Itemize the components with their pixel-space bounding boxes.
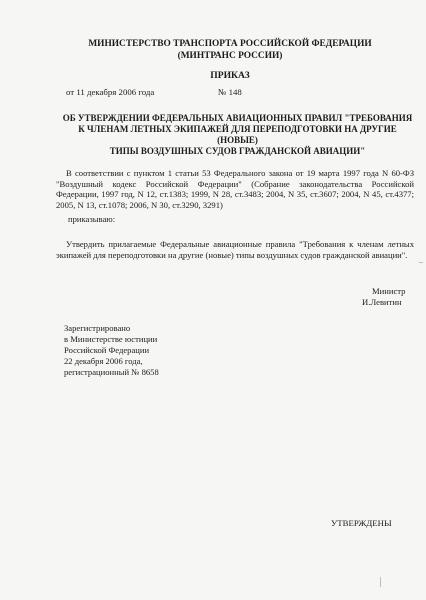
approval-paragraph: Утвердить прилагаемые Федеральные авиационные правила "Требования к членам летных экипажей для переподготовки на другие (новые) типы воздушных судов гражданской авиации". bbox=[56, 239, 414, 260]
subject-line: К ЧЛЕНАМ ЛЕТНЫХ ЭКИПАЖЕЙ ДЛЯ ПЕРЕПОДГОТОВКИ НА ДРУГИЕ (НОВЫЕ) bbox=[78, 124, 397, 145]
scan-edge-mark bbox=[419, 262, 423, 263]
order-subject bbox=[60, 113, 415, 157]
registration-line: Российской Федерации bbox=[64, 345, 150, 355]
ministry-name: МИНИСТЕРСТВО ТРАНСПОРТА РОССИЙСКОЙ ФЕДЕРАЦИИ bbox=[88, 39, 372, 49]
registration-line: 22 декабря 2006 года, bbox=[64, 356, 143, 366]
document-type: ПРИКАЗ bbox=[210, 70, 250, 81]
registration-line: в Министерстве юстиции bbox=[64, 334, 158, 344]
registration-block bbox=[64, 323, 159, 378]
legal-basis-paragraph: В соответствии с пунктом 1 статьи 53 Федерального закона от 19 марта 1997 года N 60-ФЗ "Воздушный кодекс Российской Федерации" (Собрание законодательства Российской Федерации, 1997 год, N 12, ст.1383; 1999, N 28, ст.3483; 2004, N 35, ст.3607; 2004, N 45, ст.4377; 2005, N 13, ст.1078; 2006, N 30, ст.3290, 3291) bbox=[56, 168, 414, 210]
order-number: № 148 bbox=[218, 87, 242, 97]
signatory-role: Министр bbox=[372, 286, 406, 296]
registration-line: Зарегистрировано bbox=[64, 323, 131, 333]
ministry-abbreviation: (МИНТРАНС РОССИИ) bbox=[177, 51, 283, 61]
signatory-name: И.Левитин bbox=[362, 297, 402, 307]
ministry-header bbox=[60, 38, 400, 62]
order-word: приказываю: bbox=[68, 214, 116, 224]
registration-line: регистрационный № 8658 bbox=[64, 367, 159, 377]
order-date: от 11 декабря 2006 года bbox=[66, 87, 155, 97]
subject-line: ОБ УТВЕРЖДЕНИИ ФЕДЕРАЛЬНЫХ АВИАЦИОННЫХ ПРАВИЛ "ТРЕБОВАНИЯ bbox=[62, 113, 413, 123]
scan-edge-mark bbox=[380, 577, 381, 587]
approved-stamp-text: УТВЕРЖДЕНЫ bbox=[331, 518, 392, 528]
subject-line: ТИПЫ ВОЗДУШНЫХ СУДОВ ГРАЖДАНСКОЙ АВИАЦИИ" bbox=[109, 146, 366, 156]
